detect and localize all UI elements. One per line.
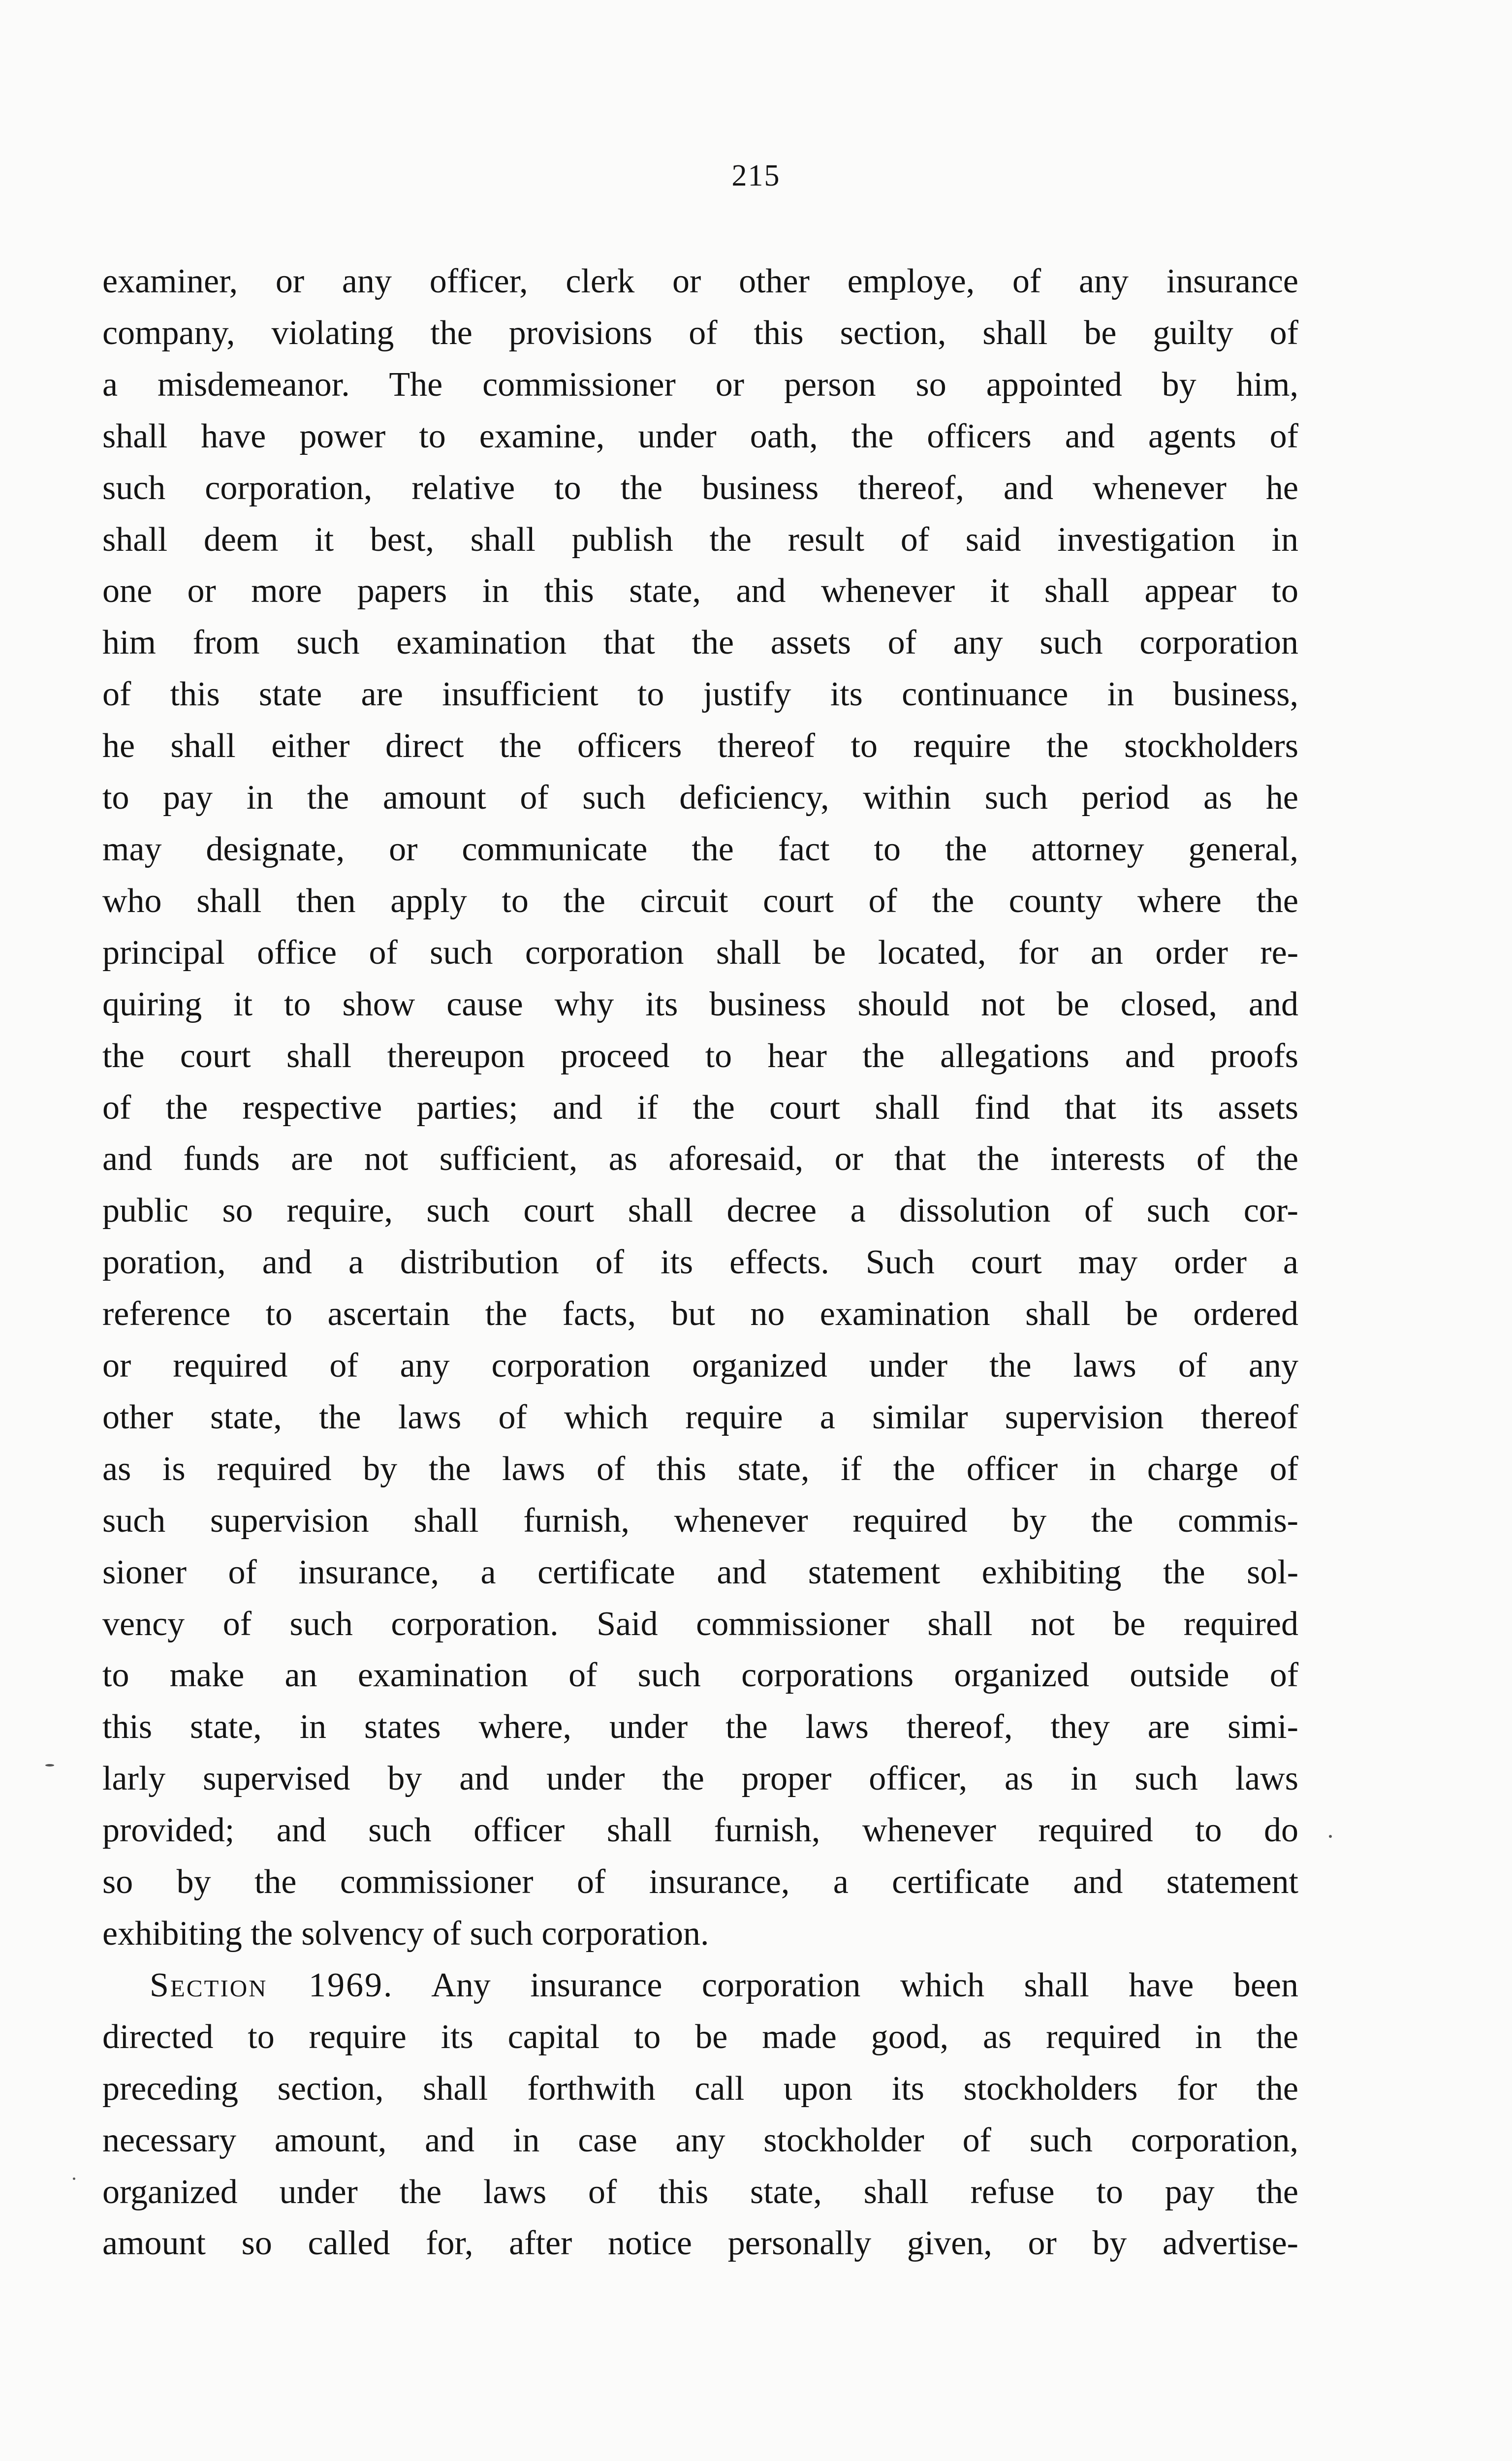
paragraph-1-line-9: of this state are insufficient to justify its continuance in business, — [102, 675, 1298, 714]
paragraph-1-line-14: principal office of such corporation shall be located, for an order re- — [102, 933, 1298, 972]
paragraph-1-line-13: who shall then apply to the circuit court of the county where the — [102, 882, 1298, 920]
paragraph-1-line-25: such supervision shall furnish, whenever required by the commis- — [102, 1501, 1298, 1540]
paragraph-2-line-4: necessary amount, and in case any stockholder of such corporation, — [102, 2121, 1298, 2159]
paragraph-1-line-29: this state, in states where, under the laws thereof, they are simi- — [102, 1708, 1298, 1746]
paragraph-2-line-2: directed to require its capital to be made good, as required in the — [102, 2018, 1298, 2056]
paragraph-1-line-15: quiring it to show cause why its business should not be closed, and — [102, 985, 1298, 1023]
paragraph-1-line-27: vency of such corporation. Said commissioner shall not be required — [102, 1605, 1298, 1643]
paragraph-1-line-4: shall have power to examine, under oath, the officers and agents of — [102, 417, 1298, 455]
paragraph-1-line-8: him from such examination that the assets of any such corporation — [102, 624, 1298, 662]
paragraph-1 — [102, 256, 1298, 1960]
paragraph-1-line-20: poration, and a distribution of its effects. Such court may order a — [102, 1243, 1298, 1282]
paragraph-2-line-5: organized under the laws of this state, shall refuse to pay the — [102, 2173, 1298, 2211]
paragraph-1-line-32: so by the commissioner of insurance, a certificate and statement — [102, 1863, 1298, 1901]
paragraph-1-line-6: shall deem it best, shall publish the result of said investigation in — [102, 520, 1298, 559]
paragraph-2-line-6: amount so called for, after notice personally given, or by advertise- — [102, 2224, 1298, 2263]
paragraph-1-line-33: exhibiting the solvency of such corporation. — [102, 1915, 709, 1953]
page-number: 215 — [731, 159, 781, 192]
paragraph-1-line-11: to pay in the amount of such deficiency, within such period as he — [102, 779, 1298, 817]
paragraph-1-line-7: one or more papers in this state, and whenever it shall appear to — [102, 572, 1298, 610]
paragraph-1-line-22: or required of any corporation organized under the laws of any — [102, 1347, 1298, 1385]
body-text — [102, 256, 1298, 2270]
paragraph-1-line-12: may designate, or communicate the fact to the attorney general, — [102, 830, 1298, 868]
paragraph-1-line-26: sioner of insurance, a certificate and statement exhibiting the sol- — [102, 1553, 1298, 1591]
scan-speck — [73, 2177, 75, 2180]
paragraph-1-line-1: examiner, or any officer, clerk or other employe, of any insurance — [102, 262, 1298, 300]
paragraph-1-line-2: company, violating the provisions of this section, shall be guilty of — [102, 314, 1298, 352]
paragraph-1-line-23: other state, the laws of which require a similar supervision thereof — [102, 1398, 1298, 1436]
paragraph-1-line-24: as is required by the laws of this state, if the officer in charge of — [102, 1450, 1298, 1488]
paragraph-1-line-19: public so require, such court shall decree a dissolution of such cor- — [102, 1192, 1298, 1230]
paragraph-1-line-10: he shall either direct the officers thereof to require the stockholders — [102, 727, 1298, 765]
scan-speck — [45, 1764, 54, 1767]
paragraph-1-line-5: such corporation, relative to the business thereof, and whenever he — [102, 469, 1298, 507]
paragraph-2 — [102, 1960, 1298, 2270]
section-first-line-text: Any insurance corporation which shall have been — [431, 1966, 1298, 2004]
section-label: Section 1969. — [150, 1966, 394, 2004]
paragraph-2-line-3: preceding section, shall forthwith call upon its stockholders for the — [102, 2069, 1298, 2108]
paragraph-1-line-30: larly supervised by and under the proper officer, as in such laws — [102, 1760, 1298, 1798]
paragraph-1-line-31: provided; and such officer shall furnish, whenever required to do — [102, 1811, 1298, 1850]
paragraph-1-line-3: a misdemeanor. The commissioner or person so appointed by him, — [102, 365, 1298, 404]
scan-speck — [1329, 1835, 1332, 1838]
paragraph-2-line-1 — [102, 1960, 1298, 2012]
paragraph-1-line-18: and funds are not sufficient, as aforesaid, or that the interests of the — [102, 1140, 1298, 1178]
paragraph-1-line-16: the court shall thereupon proceed to hear the allegations and proofs — [102, 1037, 1298, 1075]
paragraph-1-line-21: reference to ascertain the facts, but no examination shall be ordered — [102, 1295, 1298, 1333]
paragraph-1-line-17: of the respective parties; and if the court shall find that its assets — [102, 1088, 1298, 1127]
paragraph-1-line-28: to make an examination of such corporations organized outside of — [102, 1656, 1298, 1695]
